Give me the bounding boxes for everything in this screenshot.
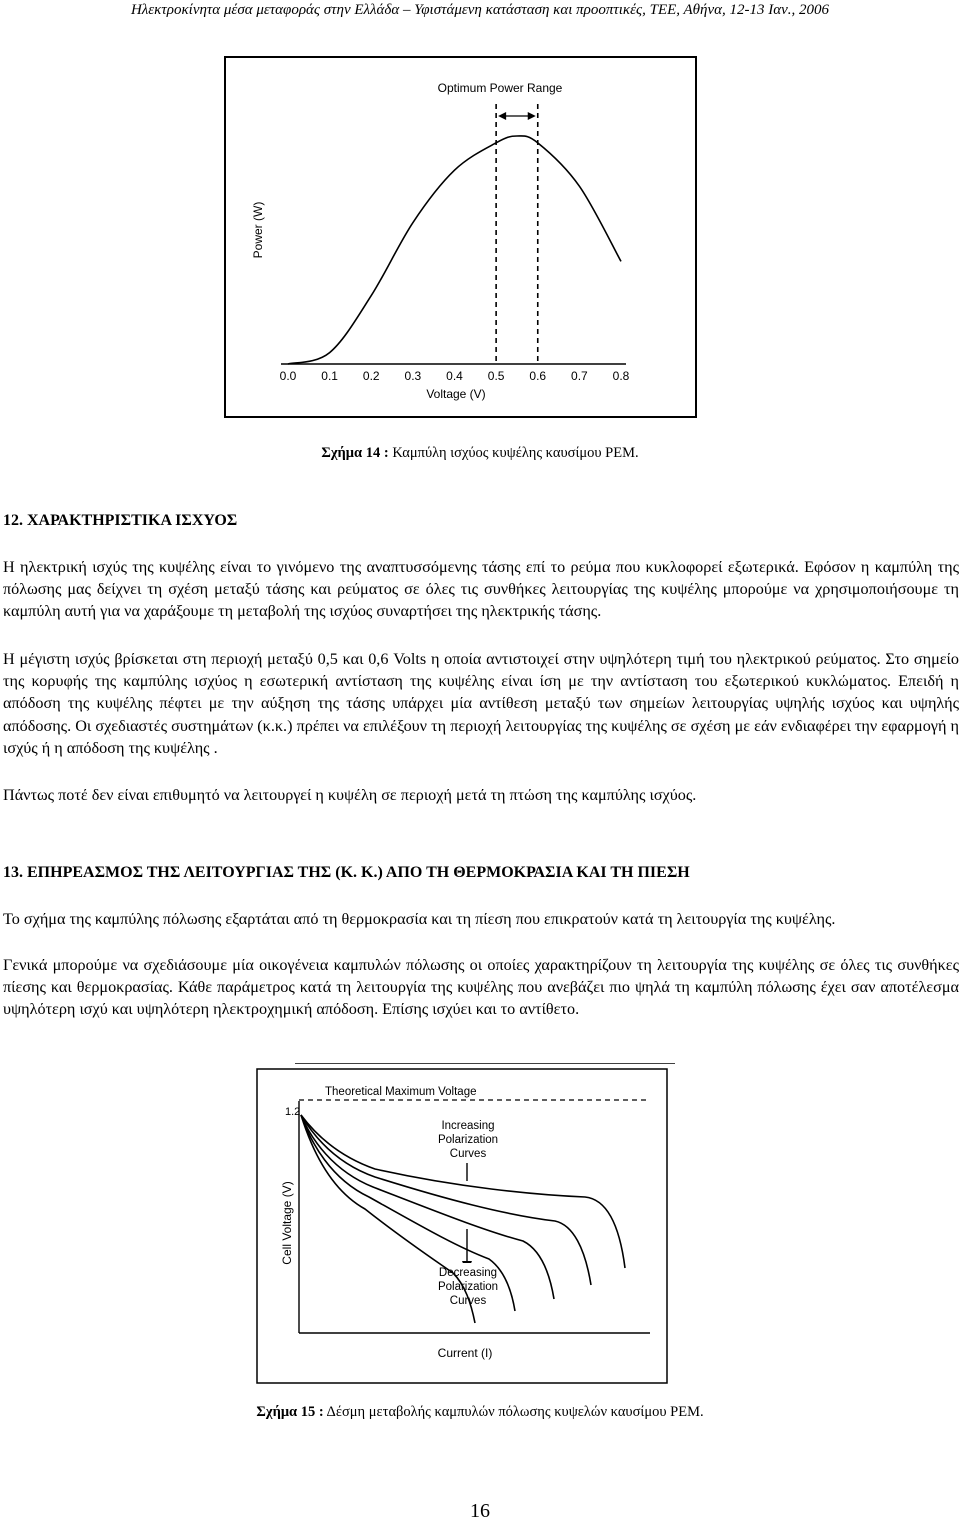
- x-tick-label: 0.3: [404, 369, 422, 383]
- figure-15-caption: [0, 1404, 960, 1421]
- section-13-heading: 13. ΕΠΗΡΕΑΣΜΟΣ ΤΗΣ ΛΕΙΤΟΥΡΓΙΑΣ ΤΗΣ (Κ. Κ.) ΑΠΟ ΤΗ ΘΕΡΜΟΚΡΑΣΙΑ ΚΑΙ ΤΗ ΠΙΕΣΗ: [3, 864, 690, 881]
- x-tick-label: 0.1: [321, 369, 338, 383]
- optimum-arrow-left-head: [498, 112, 506, 120]
- section-13-paragraph-2: Γενικά μπορούμε να σχεδιάσουμε μία οικογένεια καμπυλών πόλωσης οι οποίες χαρακτηρίζουν τη λειτουργία της κυψέλης σε όλες τις συνθήκες πίεσης και θερμοκρασίας. Κάθε παράμετρος κατά τη λειτουργία της κυψέλης που ανεβάζει πιο ψηλά τη καμπύλη πόλωσης έχει σαν αποτέλεσμα υψηλότερη ισχύ και υψηλότερη ηλεκτροχημική απόδοση. Επίσης ισχύει και το αντίθετο.: [3, 956, 959, 1019]
- figure-frame: [257, 1069, 667, 1383]
- x-tick-label: 0.5: [487, 369, 505, 383]
- section-12-paragraph-1: Η ηλεκτρική ισχύς της κυψέλης είναι το γινόμενο της αναπτυσσόμενης τάσης επί το ρεύμα που κυκλοφορεί εξωτερικά. Εφόσον η καμπύλη της πόλωσης μας δείχνει τη σχέση μεταξύ τάσης και ρεύματος σε όλες τις συνθήκες λειτουργίας της κυψέλης μπορούμε να χρησιμοποιήσουμε τη καμπύλη αυτή για να χαράξουμε τη μεταβολή της ισχύος συναρτήσει της ηλεκτρικής τάσης.: [3, 558, 959, 621]
- x-tick-label: 0.0: [279, 369, 297, 383]
- x-tick-label: 0.8: [612, 369, 630, 383]
- y-axis-label: Power (W): [251, 201, 265, 259]
- section-13-paragraph-1: Το σχήμα της καμπύλης πόλωσης εξαρτάται από τη θερμοκρασία και τη πίεση που επικρατούν κατά τη λειτουργία της κυψέλης.: [3, 910, 836, 928]
- section-12-paragraph-3: Πάντως ποτέ δεν είναι επιθυμητό να λειτουργεί η κυψέλη σε περιοχή μετά τη πτώση της καμπύλης ισχύος.: [3, 786, 697, 804]
- optimum-arrow-right-head: [528, 112, 536, 120]
- y-value-label: 1.2: [285, 1106, 301, 1118]
- theoretical-max-label: Theoretical Maximum Voltage: [325, 1086, 477, 1098]
- section-12-heading: 12. ΧΑΡΑΚΤΗΡΙΣΤΙΚΑ ΙΣΧΥΟΣ: [3, 512, 238, 529]
- power-curve-figure: [224, 56, 697, 418]
- power-curve-line: [288, 136, 621, 364]
- polarization-curves-diagram: [255, 1063, 680, 1385]
- x-axis-label: Current (I): [437, 1346, 493, 1360]
- x-tick-label: 0.6: [529, 369, 547, 383]
- figure-14-caption-label: Σχήμα 14 :: [321, 445, 389, 461]
- chart-title: Optimum Power Range: [437, 81, 563, 95]
- decreasing-label-line-2: Polarization: [437, 1281, 499, 1293]
- x-axis-label: Voltage (V): [426, 387, 486, 401]
- figure-14-caption: [0, 445, 960, 462]
- section-12-paragraph-2: Η μέγιστη ισχύς βρίσκεται στη περιοχή μεταξύ 0,5 και 0,6 Volts η οποία αντιστοιχεί στην υψηλότερη τιμή του ηλεκτρικού ρεύματος. Στο σημείο της κορυφής της καμπύλης ισχύος η εσωτερική αντίσταση της κυψέλης είναι ίση με την αντίσταση του εξωτερικού κυκλώματος. Επειδή η απόδοση της κυψέλης πέφτει με την αύξηση της τάσης υπάρχει μία αντίθεση μεταξύ των σημείων λειτουργίας υψηλής ισχύος και υψηλής απόδοσης. Οι σχεδιαστές συστημάτων (κ.κ.) πρέπει να επιλέξουν τη περιοχή λειτουργίας της κυψέλης σε σχέση με εάν ενδιαφέρει την εφαρμογή η ισχύς ή η απόδοση της κυψέλης .: [3, 650, 959, 757]
- increasing-label-line-3: Curves: [449, 1148, 487, 1160]
- x-tick-label: 0.7: [571, 369, 588, 383]
- y-axis-label: Cell Voltage (V): [280, 1181, 294, 1265]
- x-tick-labels: [280, 369, 630, 383]
- increasing-label-line-1: Increasing: [441, 1120, 495, 1132]
- running-header: Ηλεκτροκίνητα μέσα μεταφοράς στην Ελλάδα – Υφιστάμενη κατάσταση και προοπτικές, ΤΕΕ, Αθήνα, 12-13 Ιαν., 2006: [130, 2, 830, 18]
- power-curve-chart: [226, 58, 695, 416]
- x-tick-label: 0.4: [446, 369, 463, 383]
- figure-15-caption-label: Σχήμα 15 :: [256, 1404, 324, 1420]
- x-tick-label: 0.2: [362, 369, 380, 383]
- polarization-curves-figure: [255, 1063, 680, 1385]
- figure-15-caption-text: Δέσμη μεταβολής καμπυλών πόλωσης κυψελών καυσίμου PEM.: [323, 1404, 704, 1420]
- decreasing-label-line-1: Decreasing: [438, 1267, 498, 1279]
- decreasing-label-line-3: Curves: [449, 1295, 487, 1307]
- figure-14-caption-text: Καμπύλη ισχύος κυψέλης καυσίμου PEM.: [388, 445, 639, 461]
- page-number: 16: [470, 1500, 490, 1522]
- increasing-label-line-2: Polarization: [437, 1134, 499, 1146]
